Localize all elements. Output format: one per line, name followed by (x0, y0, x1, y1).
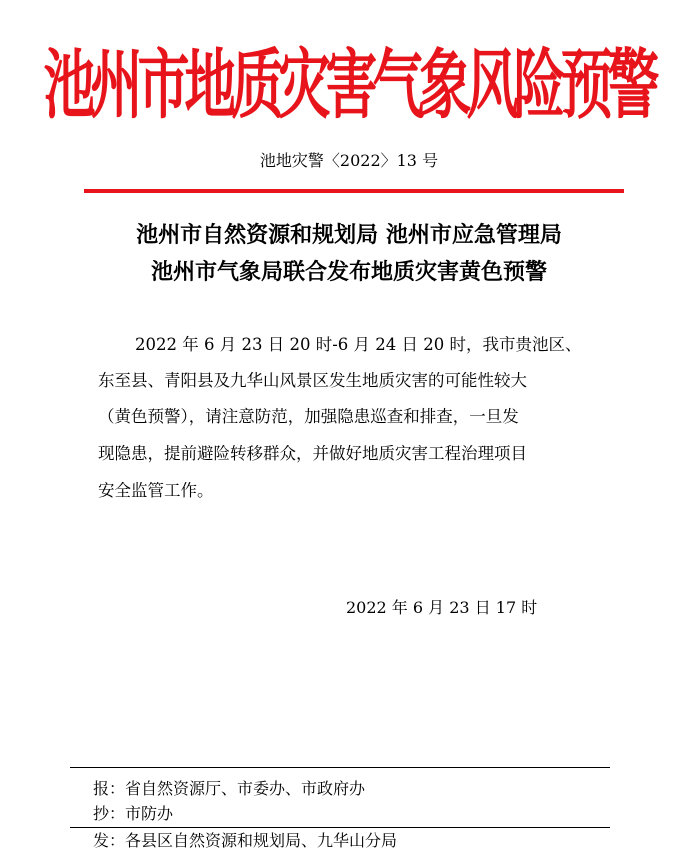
body-line-3: （黄色预警），请注意防范，加强隐患巡查和排查，一旦发 (98, 407, 519, 426)
red-divider (84, 189, 624, 193)
headline-line-1: 池州市自然资源和规划局 池州市应急管理局 (136, 223, 562, 248)
masthead-title: 池州市地质灾害气象风险预警 (43, 41, 655, 130)
body-line-1: 2022 年 6 月 23 日 20 时-6 月 24 日 20 时，我市贵池区、 (135, 335, 582, 354)
body-line-5: 安全监管工作。 (98, 481, 214, 500)
document-number: 池地灾警〈2022〉13 号 (259, 151, 439, 170)
distribution-report: 报：省自然资源厅、市委办、市政府办 (93, 779, 366, 798)
body-line-2: 东至县、青阳县及九华山风景区发生地质灾害的可能性较大 (98, 371, 527, 390)
signature-date: 2022 年 6 月 23 日 17 时 (346, 598, 538, 617)
footer-divider-top (70, 767, 610, 768)
footer-divider-mid (70, 827, 610, 828)
headline-line-2: 池州市气象局联合发布地质灾害黄色预警 (150, 260, 547, 285)
body-line-4: 现隐患，提前避险转移群众，并做好地质灾害工程治理项目 (98, 444, 527, 463)
distribution-copy: 抄：市防办 (93, 804, 174, 823)
distribution-issue: 发：各县区自然资源和规划局、九华山分局 (93, 831, 398, 850)
